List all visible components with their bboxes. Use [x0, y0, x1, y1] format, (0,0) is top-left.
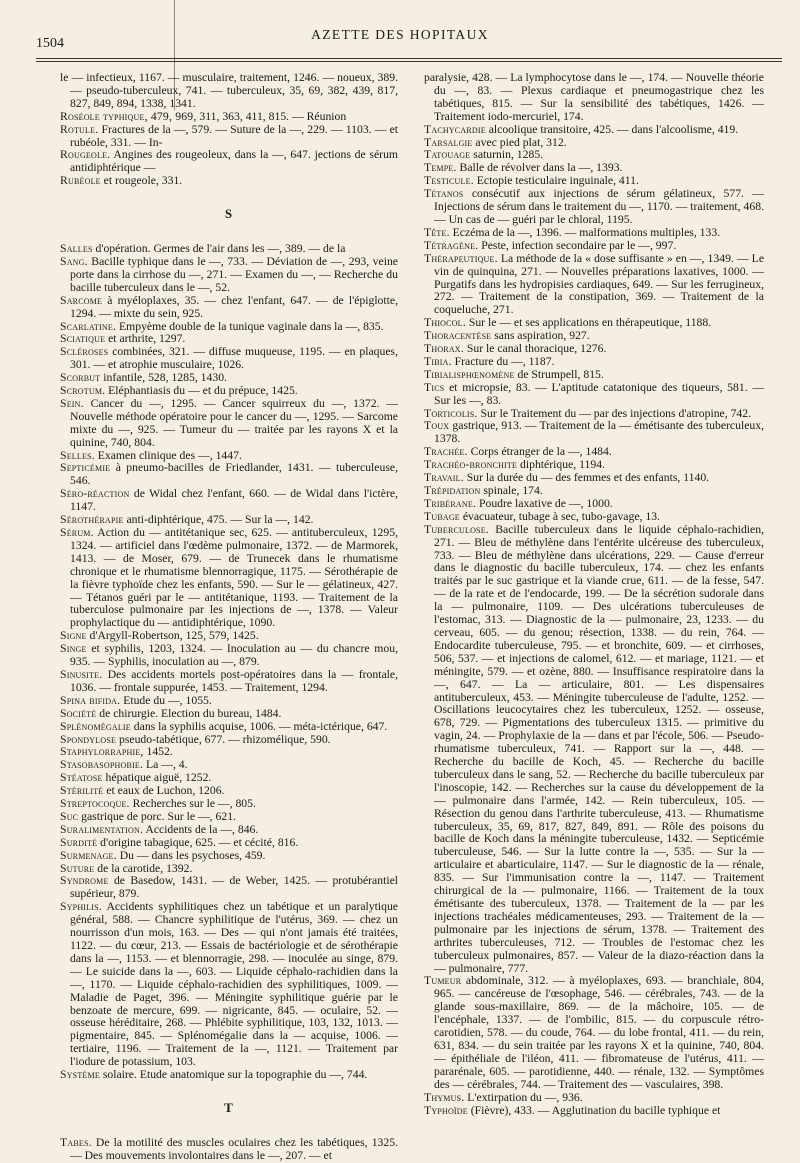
index-entry-text: paralysie, 428. — La lymphocytose dans le —, 174. — Nouvelle théorie du —, 83. — Plexus cardiaque et pneumogastrique chez les tabétiques, 815. — Sur la sensibilité des tabétiques, 1426. — Traitement iodo-mercuriel, 174. [424, 71, 764, 123]
index-entry-text: 311, 363, 411, 815. — Réunion [199, 109, 347, 123]
index-entry-text: La —, 4. [146, 758, 188, 772]
index-entry-head: Tétragène. [424, 238, 479, 252]
index-entry [60, 901, 398, 1069]
index-entry-text: anti-diphtérique, 475. — Sur la —, 142. [126, 513, 314, 527]
left-column [60, 72, 398, 1163]
index-entry-text: évacuateur, tubage à sec, tubo-gavage, 13. [462, 509, 660, 523]
index-entry-text: et eaux de Luchon, 1206. [106, 784, 225, 798]
index-entry-head: Singe [60, 642, 87, 656]
index-entry-text: et rougeole, 331. [103, 174, 183, 188]
index-entry-head: Rubéole [60, 174, 101, 188]
index-entry-head: Syndrome [60, 874, 109, 888]
index-entry-head: Surmenage. [60, 848, 117, 862]
index-entry-head: Septicémie [60, 461, 111, 475]
index-entry [60, 875, 398, 901]
index-entry-head: Scrotum. [60, 384, 106, 398]
index-entry-text: Sur le — et ses applications en thérapeutique, 1188. [468, 316, 712, 330]
index-entry-head: Scarlatine. [60, 319, 117, 333]
index-entry-head: Sein. [60, 396, 84, 410]
index-entry [424, 420, 764, 446]
index-entry-text: (Fièvre), 433. — Agglutination du bacille typhique et [470, 1103, 721, 1117]
right-column [424, 72, 764, 1117]
index-entry-head: Sang. [60, 254, 88, 268]
index-entry-text: Angines des rougeoleux, dans la —, 647. jections de sérum antidiphtérique — [70, 148, 398, 175]
index-entry-text: Corps étranger de la —, 1484. [470, 445, 612, 459]
index-entry-text: Des accidents mortels post-opératoires dans la — frontale, 1036. — frontale suppurée, 1453. — Traitement, 1294. [70, 667, 398, 694]
section-letter: S [224, 206, 234, 222]
index-entry-head: Surdité [60, 835, 98, 849]
index-entry-text: et arthrite, 1297. [108, 332, 186, 346]
index-entry-head: Sinusite. [60, 667, 103, 681]
index-entry-text: Cancer du —, 1295. — Cancer squirreux du —, 1372. — Nouvelle méthode opératoire pour le cancer du —, 1295. — Sarcome mixte du —, 925. — Tumeur du — traitée par les rayons X et la quinine, 740, 804. [70, 396, 398, 449]
index-entry-text: infantile, 528, 1285, 1430. [103, 371, 227, 385]
index-entry-head: Système [60, 1068, 100, 1082]
index-entry-text: Eléphantiasis du — et du prépuce, 1425. [108, 384, 298, 398]
index-entry-text: 1452. [146, 745, 173, 759]
index-entry-head: Tibialisphœnomène [424, 367, 515, 381]
header-rule [36, 58, 782, 59]
index-entry-head: Spondylose [60, 732, 117, 746]
index-entry [60, 643, 398, 669]
index-entry-head: Tabes. [60, 1135, 92, 1149]
index-entry-head: Scléroses [60, 345, 109, 359]
index-entry-text: saturnin, 1285. [473, 148, 544, 162]
index-entry-text: Poudre laxative de —, 1000. [478, 496, 613, 510]
index-entry [424, 975, 764, 1091]
index-entry-head: Stasobasophobie. [60, 758, 144, 772]
index-entry [60, 462, 398, 488]
header-rule-double [36, 61, 782, 62]
index-entry [60, 488, 398, 514]
index-entry-head: Séro-réaction [60, 487, 130, 501]
index-entry-text: Accidents de la —, 846. [145, 822, 259, 836]
index-entry-text: hépatique aiguë, 1252. [105, 771, 212, 785]
index-entry [60, 669, 398, 695]
index-entry-head: Tumeur [424, 974, 462, 988]
index-entry-head: Suralimentation. [60, 822, 144, 836]
index-entry-text: Ectopie testiculaire inguinale, 411. [476, 174, 639, 188]
index-entry-text: Sur la durée du — des femmes et des enfants, 1140. [466, 471, 710, 485]
index-entry-text: spinale, 174. [483, 484, 543, 497]
index-entry-head: Tétanos [424, 187, 464, 201]
index-entry [60, 72, 398, 111]
index-entry [60, 295, 398, 321]
index-entry-head: Streptocoque. [60, 797, 130, 811]
index-entry-head: Salles [60, 242, 93, 256]
index-entry [424, 188, 764, 227]
index-entry-text: d'origine tabagique, 625. — et cécité, 816. [100, 835, 299, 849]
index-entry-head: Tribérane. [424, 496, 477, 510]
index-entry [60, 398, 398, 450]
index-entry-text: diphtérique, 1194. [520, 458, 605, 472]
index-entry-head: Travail. [424, 471, 464, 485]
index-entry-head: Testicule. [424, 174, 474, 188]
index-entry-head: Spina bifida. [60, 693, 121, 707]
index-entry-text: Peste, infection secondaire par le —, 997. [481, 238, 677, 252]
index-entry [60, 346, 398, 372]
index-entry-text: Empyème double de la tunique vaginale dans la —, 835. [119, 319, 384, 333]
index-entry-text: le — infectieux, 1167. — musculaire, traitement, 1246. — noueux, 389. — pseudo-tuberculeux, 741. — tuberculeux, 35, 69, 382, 439, 817, 827, 849, 894, 1338, 1341. [60, 71, 398, 110]
index-entry-text: Bacille typhique dans le —, 733. — Déviation de —, 293, veine porte dans la cirrhose du —, 271. — Examen du —, — Recherche du bacille tuberculeux dans le —, 52. [70, 254, 398, 294]
index-entry-text: Fractures de la —, 579. — Suture de la —, 229. — 1103. — et rubéole, 331. — In- [70, 122, 399, 149]
index-entry-head: Selles. [60, 448, 95, 462]
index-entry-text: solaire. Etude anatomique sur la topographie du —, 744. [102, 1068, 368, 1082]
index-entry [60, 124, 398, 150]
index-entry-text: gastrique de porc. Sur le —, 621. [81, 809, 236, 823]
index-entry-head: Tuberculose. [424, 522, 489, 536]
index-entry-head: Société [60, 706, 97, 720]
index-entry-text: La méthode de la « dose suffisante » en —, 1349. — Le vin de quinquina, 271. — Nouvelles préparations laxatives, 1000. — Purgatifs dans les hydropisies cardiaques, 649. — Sur les ferrugineux, 272. — Traitement de la constipation, 369. — Traitement de la coqueluche, 271. [434, 251, 765, 317]
index-entry-text: De la motilité des muscles oculaires chez les tabétiques, 1325. — Des mouvements involontaires dans le —, 207. — et [70, 1135, 398, 1162]
index-entry-text: Accidents syphilitiques chez un tabétique et un paralytique général, 588. — Chancre syphilitique de l'utérus, 369. — chez un nourrisson d'un mois, 163. — Des — qui n'ont jamais été traitées, 1122. — du cœur, 213. — Essais de bactériologie et de sérothérapie dans la —, 1153. — et blennorragie, 298. — inoculée au singe, 879. — Le suicide dans la —, 603. — Liquide céphalo-rachidien dans la —, 1170. — Liquide céphalo-rachidien des syphilitiques, 1009. — Maladie de Paget, 396. — Méningite syphilitique guérie par le benzoate de mercure, 699. — nigricante, 845. — oculaire, 52. — osseuse héréditaire, 268. — Phlébite syphilitique, 103, 132, 1013. — pigmentaire, 845. — Splénomégalie dans la — acquise, 1006. — tertiaire, 1196. — Traitement de la —, 1121. — Traitement par l'iodure de potassium, 103. [70, 900, 398, 1069]
index-entry-head: Sérothérapie [60, 513, 124, 527]
index-entry-text: Bacille tuberculeux dans le liquide céphalo-rachidien, 271. — Bleu de méthylène dans l'entérite ulcéreuse des tuberculeux, 733. — Bleu de méthylène dans ulcérations, 229. — Cause d'erreur dans le diagnostic du bacille tuberculeux, 174. — chez les enfants traités par le suc gastrique et la viande crue, 611. — de la fesse, 547. — de la rate et de l'endocarde, 199. — De la sécrétion sudorale dans la — pulmonaire, 1109. — Des ulcérations tuberculeuses de l'estomac, 313. — Diagnostic de la — pulmonaire, 23, 1233. — du cerveau, 605. — du genou; résection, 1338. — du rein, 764. — Endocardite tuberculeuse, 795. — et bronchite, 609. — et cirrhoses, 506, 537. — et injections de calomel, 612. — et mariage, 1121. — et méningite, 579. — et ozène, 880. — Insuffisance respiratoire dans la —, 647. — La — articulaire, 801. — Les dispensaires antituberculeux, 453. — Méningite tuberculeuse de l'adulte, 1252. — Oscillations leucocytaires chez les tuberculeux, 1252. — osseuse, 678, 729. — Pigmentations des tuberculeux 1315. — primitive du vagin, 24. — Prophylaxie de la — dans et par l'école, 506. — Pseudo-rhumatisme tuberculeux, 741. — Rapport sur la —, 448. — Recherche du bacille de Koch, 45. — Recherche du bacille tuberculeux dans le sang, 52. — Recherche du bacille tuberculeux par l'inoscopie, 142. — Recherches sur la cause du développement de la — pulmonaire dans l'armée, 142. — Rein tuberculeux, 105. — Résection du genou dans l'arthrite tuberculeuse, 413. — Rhumatisme tuberculeux, 35, 69, 817, 827, 849, 891. — Rôle des poisons du bacille de Koch dans la méningite tuberculeuse, 1432. — Septicémie tuberculeuse, 546. — Sur la lutte contre la —, 535. — Sur la — articulaire et abarticulaire, 1147. — Sur le diagnostic de la — rénale, 835. — Sur l'immunisation contre la —, 1147. — Traitement chirurgical de la — pulmonaire, 1166. — Traitement de la toux émétisante des tuberculeux, 1378. — Traitement de la — par les injections trachéales médicamenteuses, 293. — Traitement de la — pulmonaire par les injections de sérum, 1378. — Traitement des arthrites tuberculeuses, 712. — Troubles de l'estomac chez les tuberculeux pulmonaires, 857. — Valeur de la diazo-réaction dans la — pulmonaire, 777. [434, 522, 764, 975]
index-entry-text: à myéloplaxes, 35. — chez l'enfant, 647. — de l'épiglotte, 1294. — mixte du sein, 925. [70, 293, 399, 320]
index-entry-text: Fracture du —, 1187. [454, 354, 555, 368]
index-entry-text: de Strumpell, 815. [517, 367, 604, 381]
index-entry-head: Torticolis. [424, 406, 478, 420]
index-entry-text: Balle de révolver dans la —, 1393. [459, 161, 623, 175]
index-entry-head: Splénomégalie [60, 719, 131, 733]
index-entry-text: pseudo-tabétique, 677. — rhizomélique, 590. [118, 732, 331, 746]
index-entry [424, 72, 764, 124]
index-entry [60, 1069, 398, 1082]
index-entry-head: Sciatique [60, 332, 106, 346]
index-entry [424, 253, 764, 318]
index-entry-text: Recherches sur le —, 805. [132, 797, 256, 811]
index-entry [60, 149, 398, 175]
index-entry-text: de Widal chez l'enfant, 660. — de Widal dans l'ictère, 1147. [70, 487, 398, 514]
index-entry-text: dans la syphilis acquise, 1006. — méta-ictérique, 647. [133, 719, 388, 733]
index-entry-text: consécutif aux injections de sérum gélatineux, 577. — Injections de sérum dans le traitement du —, 1170. — traitement, 468. — Un cas de — guéri par le chloral, 1195. [434, 187, 764, 226]
section-letter: T [224, 1099, 234, 1115]
index-entry-head: Syphilis. [60, 900, 102, 914]
index-entry [424, 524, 764, 976]
index-entry-text: avec pied plat, 312. [475, 135, 567, 149]
index-entry [60, 175, 398, 188]
index-entry-head: Thérapeutique. [424, 251, 498, 265]
index-entry-head: Sérum. [60, 526, 94, 539]
index-entry-head: Stérilité [60, 784, 104, 798]
index-entry-text: Du — dans les psychoses, 459. [119, 848, 266, 862]
index-entry-head: Thymus. [424, 1090, 465, 1104]
index-entry-head: Stéatose [60, 771, 103, 785]
index-entry [60, 1137, 398, 1163]
index-entry-text: Action du — antitétanique sec, 625. — antituberculeux, 1295, 1324. — artificiel dans l'œdème pulmonaire, 1372. — de Marmorek, 1413. — de Moser, 679. — de Trunecek dans le rhumatisme chronique et le rhumatisme blennorragique, 1175. — Sérothérapie de la fièvre typhoïde chez les enfants, 590. — Sur le — gélatineux, 427. — Tétanos guéri par le — antitétanique, 1193. — Traitement de la tuberculose pulmonaire par les injections de —, 1378. — Valeur prophylactique du — antidiphtérique, 1090. [70, 526, 398, 630]
index-entry-text: de Basedow, 1431. — de Weber, 1425. — protubérantiel supérieur, 879. [70, 874, 399, 901]
index-entry-head: Tempe. [424, 161, 457, 175]
index-entry-head: Scorbut [60, 371, 101, 385]
index-entry-head: Trépidation [424, 484, 481, 497]
index-entry-text: combinées, 321. — diffuse muqueuse, 1195. — en plaques, 301. — et atrophie musculaire, 1026. [70, 345, 398, 372]
index-entry-text: gastrique, 913. — Traitement de la — émétisante des tuberculeux, 1378. [434, 419, 764, 446]
index-entry-text: Sur le Traitement du — par des injections d'atropine, 742. [480, 406, 752, 420]
index-entry-text: et micropsie, 83. — L'aptitude catatonique des tiqueurs, 581. — Sur les —, 83. [434, 380, 765, 407]
index-entry-head: Trachée. [424, 445, 468, 459]
index-entry [424, 1105, 764, 1118]
index-entry-head: Tatouage [424, 148, 471, 162]
index-entry-head: Trachéo-bronchite [424, 458, 518, 472]
index-entry-head: Suture [60, 861, 95, 875]
index-entry-text: et syphilis, 1203, 1324. — Inoculation au — du chancre mou, 935. — Syphilis, inoculation au —, 879. [70, 642, 398, 669]
index-entry-text: Eczéma de la —, 1396. — malformations multiples, 133. [452, 225, 721, 239]
index-entry-head: Typhoïde [424, 1103, 468, 1117]
index-entry [60, 527, 398, 630]
index-entry-text: abdominale, 312. — à myéloplaxes, 693. — branchiale, 804, 965. — cancéreuse de l'œsophage, 546. — cérébrales, 743. — de la glande sous-maxillaire, 869. — de la mâchoire, 105. — de l'encéphale, 1337. — de l'ombilic, 815. — du corpuscule rétro-carotidien, 578. — du coude, 764. — du lobe frontal, 411. — du rein, 631, 834. — du sein traitée par les rayons X et la quinine, 740, 804. — épithéliale de l'iléon, 411. — fibromateuse de l'utérus, 411. — pararénale, 605. — parotidienne, 440. — rénale, 132. — Symptômes des — cérébrales, 744. — Traitement des — vasculaires, 398. [434, 974, 765, 1091]
index-entry-head: Sarcome [60, 293, 103, 307]
index-entry-head: Toux [424, 419, 450, 433]
index-entry-text: de chirurgie. Election du bureau, 1484. [99, 706, 282, 720]
index-entry [424, 382, 764, 408]
index-entry-head: Tics [424, 380, 445, 394]
index-entry-text: alcoolique transitoire, 425. — dans l'alcoolisme, 419. [488, 122, 739, 136]
index-entry-head: Suc [60, 809, 79, 823]
index-entry-head: Tachycardie [424, 122, 486, 136]
index-entry-head: Tubage [424, 509, 460, 523]
index-entry-text: L'extirpation du —, 936. [467, 1090, 583, 1104]
index-entry-text: d'opération. Germes de l'air dans les —, 389. — de la [95, 242, 346, 256]
index-entry-text: de la carotide, 1392. [97, 861, 193, 875]
index-entry-head: Rotule. [60, 122, 99, 136]
index-entry-text: Examen clinique des —, 1447. [97, 448, 242, 462]
index-entry-head: Thiocol. [424, 316, 466, 330]
index-entry-head: Tête. [424, 225, 450, 239]
index-entry-head: Thoracentèse [424, 329, 492, 343]
index-entry-head: Tibia. [424, 354, 452, 368]
index-entry-text: d'Argyll-Robertson, 125, 579, 1425. [89, 629, 259, 643]
index-entry-head: Thorax. [424, 342, 464, 356]
running-head-title: AZETTE DES HOPITAUX [311, 27, 489, 42]
index-entry-head: Roséole typhique, 479, 969, [60, 109, 197, 123]
index-entry-text: Etude du —, 1055. [123, 693, 212, 707]
index-entry-head: Staphylorraphie, [60, 745, 144, 759]
index-entry-head: Signe [60, 629, 87, 643]
index-entry [60, 256, 398, 295]
page-number: 1504 [36, 36, 64, 51]
index-entry-text: à pneumo-bacilles de Friedlander, 1431. — tuberculeuse, 546. [70, 461, 398, 488]
index-entry-head: Rougeole. [60, 148, 111, 162]
index-entry-head: Tarsalgie [424, 135, 473, 149]
index-entry-text: sans aspiration, 927. [494, 329, 590, 343]
index-entry-text: Sur le canal thoracique, 1276. [466, 342, 607, 356]
